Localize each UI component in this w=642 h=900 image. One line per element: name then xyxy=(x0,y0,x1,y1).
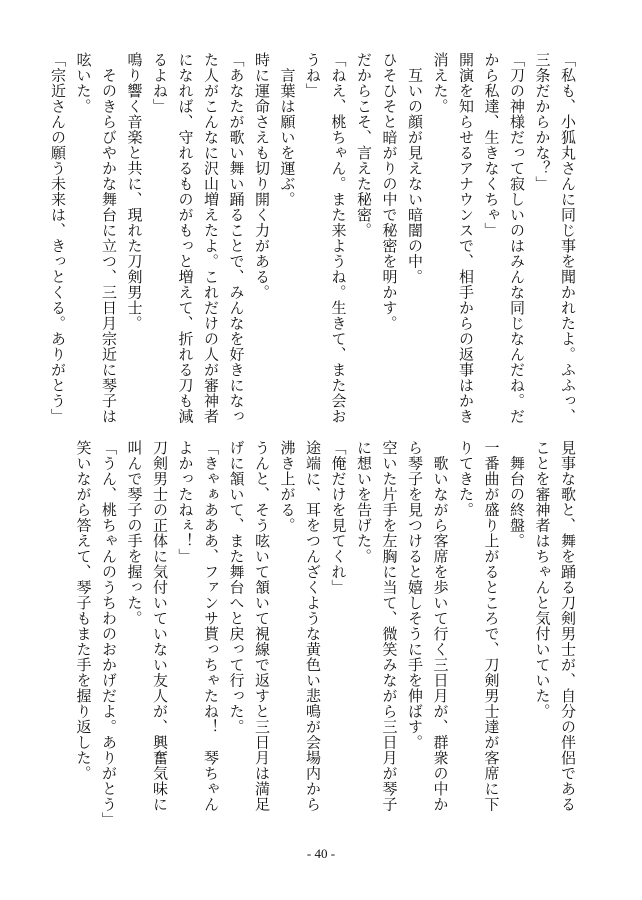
text-line: だからこそ、言えた秘密。 xyxy=(355,52,373,238)
text-line: 開演を知らせるアナウンスで、相手からの返事はかき xyxy=(457,52,475,424)
text-line: 消えた。 xyxy=(431,52,450,114)
text-block-lower xyxy=(70,440,580,828)
text-line: 三条だからかな？」 xyxy=(533,52,552,192)
text-line: 「ねえ、桃ちゃん。また来ようね。生きて、また会お xyxy=(329,52,348,424)
text-line: 見事な歌と、舞を踊る刀剣男士が、自分の伴侶である xyxy=(559,440,577,812)
text-line: 時に運命さえも切り開く力がある。 xyxy=(253,52,271,300)
text-line: から私達、生きなくちゃ」 xyxy=(482,52,501,238)
text-line: 鳴り響く音楽と共に、現れた刀剣男士。 xyxy=(125,52,144,331)
text-line: 「あなたが歌い舞い踊ることで、みんなを好きになっ xyxy=(227,52,246,424)
text-line: うんと、そう呟いて頷いて視線で返すと三日月は満足 xyxy=(253,440,271,812)
text-line: 歌いながら客席を歩いて行く三日月が、群衆の中か xyxy=(431,440,450,812)
text-line: 途端に、耳をつんざくような黄色い悲鳴が会場内から xyxy=(304,440,322,812)
text-line: 沸き上がる。 xyxy=(278,440,297,533)
text-line: た人がこんなに沢山増えたよ。これだけの人が審神者 xyxy=(202,52,220,424)
text-block-upper xyxy=(45,52,581,424)
text-line: 笑いながら答えて、琴子もまた手を握り返した。 xyxy=(74,440,93,781)
text-line: 刀剣男士の正体に気付いていない友人が、興奮気味に xyxy=(151,440,169,812)
text-line: 「きゃぁあああ、ファンサ貰っちゃたね！ 琴ちゃん xyxy=(202,440,220,812)
text-line: に想いを告げた。 xyxy=(355,440,373,564)
text-line: 叫んで琴子の手を握った。 xyxy=(125,440,144,626)
text-line: 空いた片手を左胸に当て、微笑みながら三日月が琴子 xyxy=(380,440,399,812)
text-line: 「うん、桃ちゃんのうちわのおかげだよ。ありがとう」 xyxy=(100,440,118,828)
text-line: るよね」 xyxy=(151,52,169,114)
text-line: になれば、守れるものがもっと増えて、折れる刀も減 xyxy=(176,52,195,424)
text-line: よかったねぇ！」 xyxy=(176,440,195,564)
page-number: - 40 - xyxy=(306,846,336,861)
text-line: 「刀の神様だって寂しいのはみんな同じなんだね。だ xyxy=(508,52,526,424)
text-line: 舞台の終盤。 xyxy=(508,440,526,549)
text-line: りてきた。 xyxy=(457,440,475,518)
text-line: ひそひそと暗がりの中で秘密を明かす。 xyxy=(380,52,399,331)
text-line: そのきらびやかな舞台に立つ、三日月宗近に琴子は xyxy=(100,52,118,424)
text-line: うね」 xyxy=(304,52,322,99)
text-line: ら琴子を見つけると嬉しそうに手を伸ばす。 xyxy=(406,440,424,750)
text-line: げに頷いて、また舞台へと戻って行った。 xyxy=(227,440,246,735)
text-line: 言葉は願いを運ぶ。 xyxy=(278,52,297,207)
text-line: 「私も、小狐丸さんに同じ事を聞かれたよ。ふふっ、 xyxy=(559,52,577,424)
text-line: ことを審神者はちゃんと気付いていた。 xyxy=(533,440,552,719)
text-line: 「宗近さんの願う未来は、きっとくる。ありがとう」 xyxy=(49,52,67,424)
text-line: 一番曲が盛り上がるところで、刀剣男士達が客席に下 xyxy=(482,440,501,812)
text-line: 呟いた。 xyxy=(74,52,93,114)
text-line: 互いの顔が見えない暗闇の中。 xyxy=(406,52,424,285)
text-line: 「俺だけを見てくれ」 xyxy=(329,440,348,595)
